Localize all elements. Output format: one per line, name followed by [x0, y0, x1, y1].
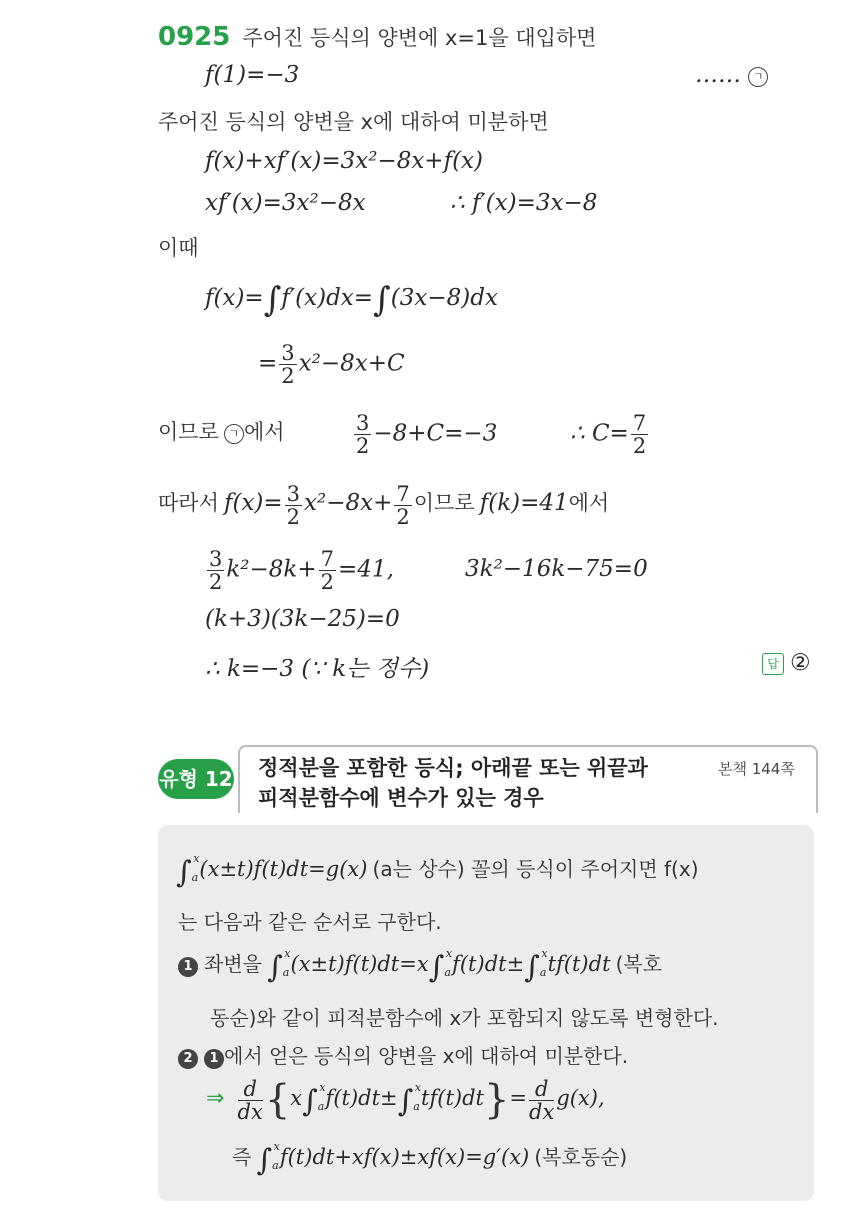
integral-sign: ∫: [373, 280, 391, 320]
equation-2: f(x)+xf′(x)=3x²−8x+f(x): [205, 148, 483, 174]
dots: ……: [695, 62, 741, 88]
step-2-reference: 1: [204, 1049, 224, 1069]
then-text: 이때: [158, 236, 199, 260]
info-line-1: $\int_a^x(x\pm t)f(t)dt=g(x)$ (a는 상수) 꼴의 등식이 주어지면 f(x): [176, 852, 699, 890]
problem-number: 0925: [158, 22, 231, 52]
circled-g-mark: ㄱ: [748, 67, 768, 87]
equation-6: $\frac{3}{2}$ −8+C=−3: [356, 411, 498, 459]
from-g-prefix: 이므로: [158, 420, 219, 444]
equation-8-quadratic: 3k²−16k−75=0: [465, 556, 648, 582]
equation-10: ∴ k=−3 (∵ k는 정수): [205, 656, 430, 682]
equation-5: = $\frac{3}{2}$ x²−8x+C: [258, 341, 405, 389]
therefore-suffix: 에서: [568, 491, 610, 516]
type-title-line1: 정적분을 포함한 등식; 아래끝 또는 위끝과: [258, 756, 648, 780]
circled-g-mark: ㄱ: [224, 424, 244, 444]
type-title: [258, 753, 648, 813]
equation-6-line: [158, 416, 285, 446]
step-2-text: 에서 얻은 등식의 양변을 x에 대하여 미분한다.: [224, 1044, 629, 1068]
step-1-number: 1: [178, 957, 198, 977]
textbook-page-ref: 본책 144쪽: [718, 760, 795, 778]
from-g-suffix: 에서: [243, 420, 285, 444]
answer-value: ②: [790, 650, 811, 676]
equation-4: f(x)=∫f′(x)dx=∫(3x−8)dx: [205, 280, 498, 320]
intro-text: 주어진 등식의 양변에 x=1을 대입하면: [242, 26, 597, 50]
info-final-line: 즉 $\int_a^xf(t)dt+xf(x)\pm xf(x)=g'(x)$ (복호동순): [232, 1140, 628, 1178]
type-badge: 유형 12: [158, 759, 234, 799]
equation-1-tag: [695, 62, 768, 88]
info-line-2: 는 다음과 같은 순서로 구한다.: [178, 910, 442, 934]
equation-3: xf′(x)=3x²−8x: [205, 190, 366, 216]
fraction-3-2: $\frac{3}{2}$: [281, 341, 295, 389]
info-step-2: [178, 1040, 628, 1069]
arrow-icon: ⇒: [206, 1086, 225, 1111]
info-line-1-suffix: (a는 상수) 꼴의 등식이 주어지면 f(x): [372, 857, 699, 881]
equation-1: f(1)=−3: [205, 62, 300, 88]
info-step-1: 1 좌변을 $\int_a^x(x\pm t)f(t)dt=x\int_a^xf(t)dt\pm\int_a^xtf(t)dt$ (복호: [178, 947, 662, 985]
step-2-number: 2: [178, 1049, 198, 1069]
answer-icon: 답: [762, 653, 784, 675]
differentiate-intro: 주어진 등식의 양변을 x에 대하여 미분하면: [158, 110, 549, 134]
info-derivative-line: ⇒ $\frac{d}{dx}$ $\{x\int_a^xf(t)dt\pm\int_a^xtf(t)dt\}=$ $\frac{d}{dx}$ g(x),: [206, 1076, 605, 1124]
equation-6-result: ∴ C= $\frac{7}{2}$: [570, 411, 647, 459]
equation-7: 따라서 f(x)= $\frac{3}{2}$ x²−8x+ $\frac{7}{2}$ 이므로 f(k)=41에서: [158, 482, 610, 530]
equation-9: (k+3)(3k−25)=0: [205, 606, 400, 632]
therefore-mid: 이므로: [413, 491, 475, 516]
problem-header: [158, 22, 596, 52]
step-1-prefix: 좌변을: [204, 952, 262, 976]
answer: [762, 650, 811, 676]
equation-8: $\frac{3}{2}$ k²−8k+ $\frac{7}{2}$ =41,: [209, 547, 394, 595]
equation-3-result: ∴ f′(x)=3x−8: [450, 190, 598, 216]
type-title-line2: 피적분함수에 변수가 있는 경우: [258, 786, 544, 810]
therefore-prefix: 따라서: [158, 491, 219, 516]
step-1-suffix: (복호: [615, 952, 663, 976]
jeuk-label: 즉: [232, 1145, 252, 1169]
final-suffix: (복호동순): [534, 1145, 628, 1169]
therefore-condition: f(k)=41: [479, 490, 569, 517]
integral-sign: ∫: [263, 280, 282, 320]
info-step-1-line-2: 동순)와 같이 피적분함수에 x가 포함되지 않도록 변형한다.: [210, 1006, 719, 1030]
